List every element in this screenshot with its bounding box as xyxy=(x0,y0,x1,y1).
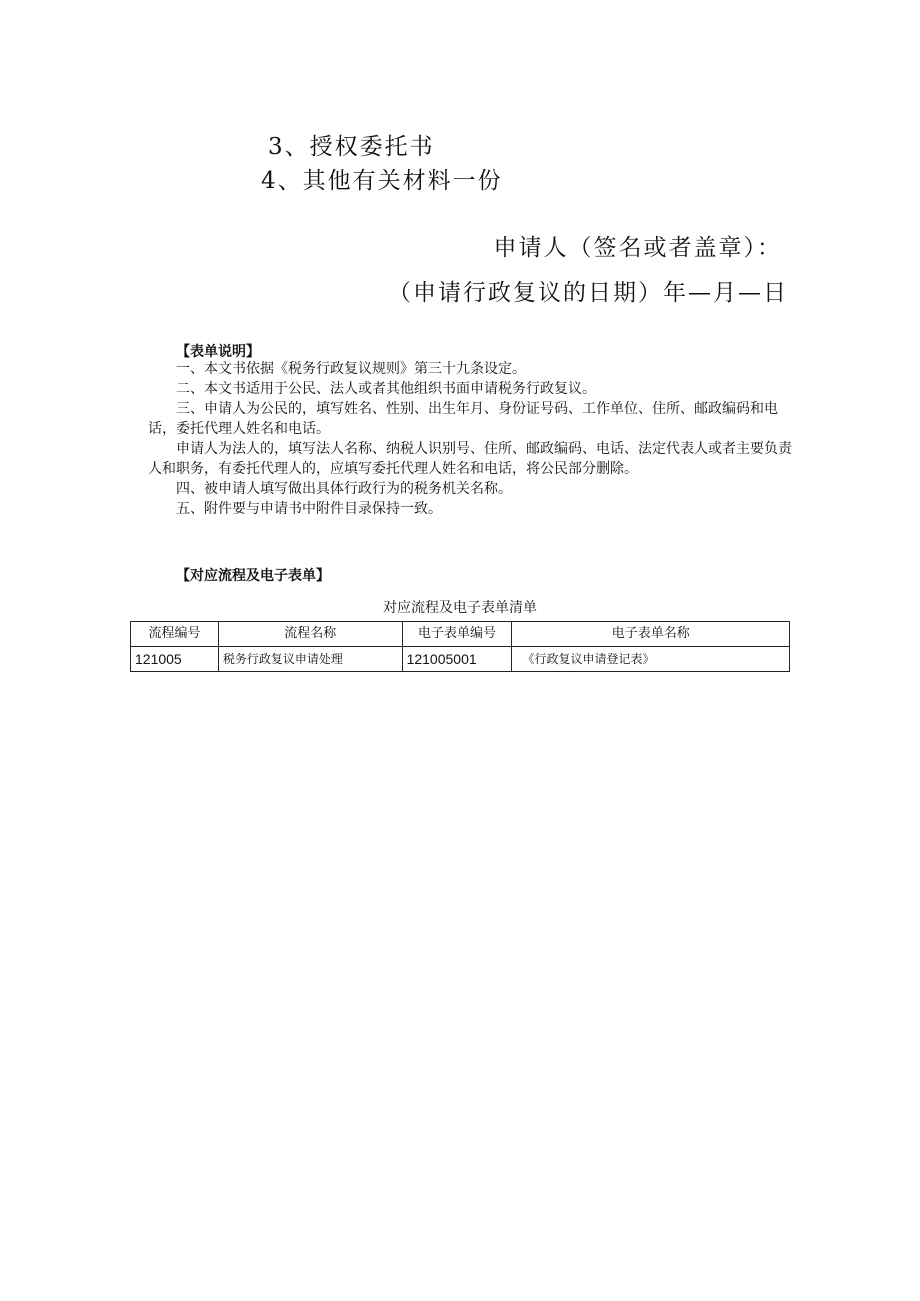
cell-form-id: 121005001 xyxy=(402,647,512,672)
applicant-signature-line: 申请人（签名或者盖章）： xyxy=(493,235,782,261)
form-note-1: 一、本文书依据《税务行政复议规则》第三十九条设定。 xyxy=(176,361,526,377)
flow-table xyxy=(130,621,790,672)
attachment-item-3: 3、授权委托书 xyxy=(268,134,435,160)
form-note-4: 四、被申请人填写做出具体行政行为的税务机关名称。 xyxy=(176,481,512,497)
cell-flow-name: 税务行政复议申请处理 xyxy=(218,647,402,672)
column-header-form-name: 电子表单名称 xyxy=(512,622,790,647)
form-note-2: 二、本文书适用于公民、法人或者其他组织书面申请税务行政复议。 xyxy=(176,381,596,397)
application-date-line: （申请行政复议的日期）年—月—日 xyxy=(388,280,788,306)
form-notes-heading: 【表单说明】 xyxy=(176,344,260,360)
flow-table-title: 对应流程及电子表单清单 xyxy=(383,600,537,616)
column-header-flow-id: 流程编号 xyxy=(131,622,219,647)
cell-form-name: 《行政复议申请登记表》 xyxy=(512,647,790,672)
column-header-flow-name: 流程名称 xyxy=(218,622,402,647)
form-note-3b: 申请人为法人的，填写法人名称、纳税人识别号、住所、邮政编码、电话、法定代表人或者主要负责人和职务，有委托代理人的，应填写委托代理人姓名和电话，将公民部分删除。 xyxy=(148,441,792,477)
form-note-5: 五、附件要与申请书中附件目录保持一致。 xyxy=(176,501,442,517)
flow-table-header-row xyxy=(131,622,790,647)
attachment-item-4: 4、其他有关材料一份 xyxy=(261,168,503,194)
form-notes-body xyxy=(148,359,798,519)
column-header-form-id: 电子表单编号 xyxy=(402,622,512,647)
form-note-3: 三、申请人为公民的，填写姓名、性别、出生年月、身份证号码、工作单位、住所、邮政编码和电话，委托代理人姓名和电话。 xyxy=(148,401,778,437)
table-row xyxy=(131,647,790,672)
cell-flow-id: 121005 xyxy=(131,647,219,672)
flow-section-heading: 【对应流程及电子表单】 xyxy=(176,568,330,584)
